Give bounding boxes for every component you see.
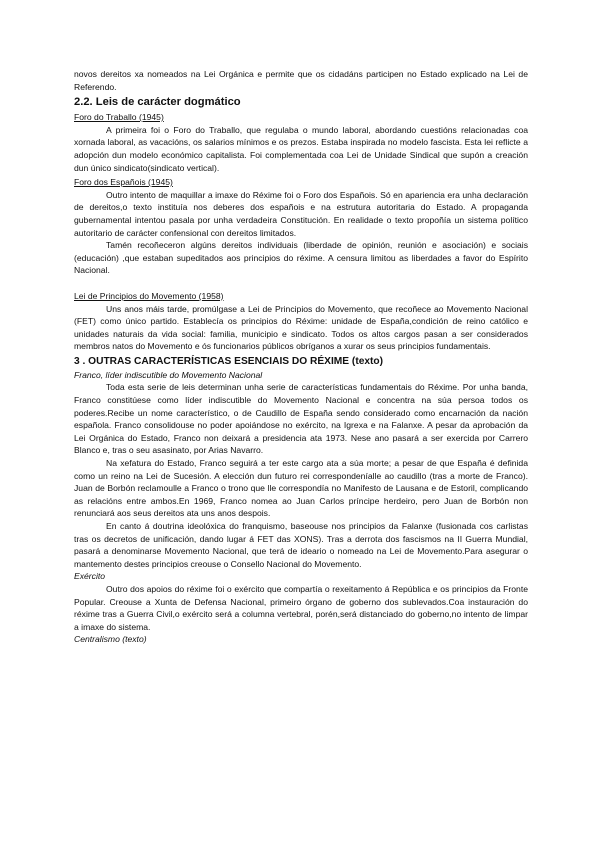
exercito-title: Exército bbox=[74, 571, 106, 582]
foro-espanois-paragraph-1: Outro intento de maquillar a imaxe do Réxime foi o Foro dos Españois. Só en apariencia era unha declaración de dereitos,o texto instituía nos deberes dos españois e na estrutura autoritaria do Estado. A propaganda gubernamental intentou pasala por unha verdadeira Constitución. En realidade o texto propoñía un sistema político autoritario de carácter confensional con dereitos limitados. bbox=[74, 189, 528, 238]
intro-paragraph: novos dereitos xa nomeados na Lei Orgánica e permite que os cidadáns participen no Estado explicado na Lei de Referendo. bbox=[74, 69, 528, 92]
franco-paragraph-1: Toda esta serie de leis determinan unha serie de características fundamentais do Réxime. Por unha banda, Franco constitúese como líder indiscutible do Movemento Nacional e concentra na súa persoa todos os poderes.Recibe un nome característico, o de Caudillo de España sendo considerado como encarnación da nación española. Franco consolidouse no poder apoiándose no exército, na Igrexa e na Falanxe. A pesar da aprobación da Lei Orgánica do Estado, Franco non deixará a presidencia ata 1973. Nese ano pasará a ser exercida por Carrero Blanco e, tras o seu asasinato, por Arias Navarro. bbox=[74, 382, 528, 456]
centralismo-title: Centralismo (texto) bbox=[74, 634, 147, 645]
franco-paragraph-3: En canto á doutrina ideolóxica do franquismo, baseouse nos principios da Falanxe (fusionada cos carlistas tras os decretos de unificación, dando lugar á FET das XONS). Tras a derrota dos fascismos na II Guerra Mundial, pasará a denominarse Movemento Nacional, que terá de ideario o nomeado na Lei de Movemento.Para asegurar o mantemento destes principios creouse o Consello Nacional do Movemento. bbox=[74, 521, 528, 569]
section-3-heading: 3 . OUTRAS CARACTERÍSTICAS ESENCIAIS DO RÉXIME (texto) bbox=[74, 355, 384, 367]
foro-espanois-title: Foro dos Españois (1945) bbox=[74, 177, 173, 188]
lei-principios-paragraph: Uns anos máis tarde, promúlgase a Lei de Principios do Movemento, que recoñece ao Movemento Nacional (FET) como único partido. Establecía os principios do Réxime: unidade de España,condición de reino católico e unidades naturais da vida social: familia, municipio e sindicato. Todos os altos cargos pasan a ser considerados membros natos do Movemento e ós funcionarios públicos obríganos a xurar os seus principios fundamentais. bbox=[74, 303, 528, 352]
franco-paragraph-2: Na xefatura do Estado, Franco seguirá a ter este cargo ata a súa morte; a pesar de que España é definida como un reino na Lei de Sucesión. A elección dun futuro rei correspondeníalle ao caudillo (tras a morte de Franco). Juan de Borbón reclamoulle a Franco o trono que lle correspondía no Manifesto de Lausana e de Estoril, complicando as relacións entre ambos.En 1969, Franco nomea ao Juan Carlos príncipe herdeiro, pero Juan de Borbón non renunciará aos seus dereitos ata uns anos despois. bbox=[74, 458, 528, 519]
foro-traballo-paragraph: A primeira foi o Foro do Traballo, que regulaba o mundo laboral, abordando cuestións relacionadas coa xornada laboral, as vacacións, os salarios mínimos e os prezos. Estaba inspirada no modelo fascista. Esta lei reflicte a adopción dun modelo económico capitalista. Foi complementada coa Lei de Unidade Sindical que supón a creación dun único sindicato(sindicato vertical). bbox=[74, 124, 528, 173]
lei-principios-title: Lei de Principios do Movemento (1958) bbox=[74, 290, 224, 301]
foro-traballo-title: Foro do Traballo (1945) bbox=[74, 112, 164, 123]
document-page bbox=[74, 68, 528, 646]
foro-espanois-paragraph-2: Tamén recoñeceron algúns dereitos individuais (liberdade de opinión, reunión e asociación) e sociais (educación) ,que estaban supeditados aos principios do réxime. A censura limitou as liberdades a favor do Espírito Nacional. bbox=[74, 240, 528, 276]
section-2-2-heading: 2.2. Leis de carácter dogmático bbox=[74, 96, 241, 109]
blank-line bbox=[74, 277, 528, 288]
franco-title: Franco, líder indiscutible do Movemento Nacional bbox=[74, 369, 263, 380]
exercito-paragraph: Outro dos apoios do réxime foi o exército que compartía o rexeitamento á República e os principios da Fronte Popular. Creouse a Xunta de Defensa Nacional, primeiro órgano de goberno dos sublevados.Coa instauración do réxime tras a Guerra Civil,o exército será a columna vertebral, porén,será distanciado do goberno,no intento de limpar a imaxe do sistema. bbox=[74, 583, 528, 632]
